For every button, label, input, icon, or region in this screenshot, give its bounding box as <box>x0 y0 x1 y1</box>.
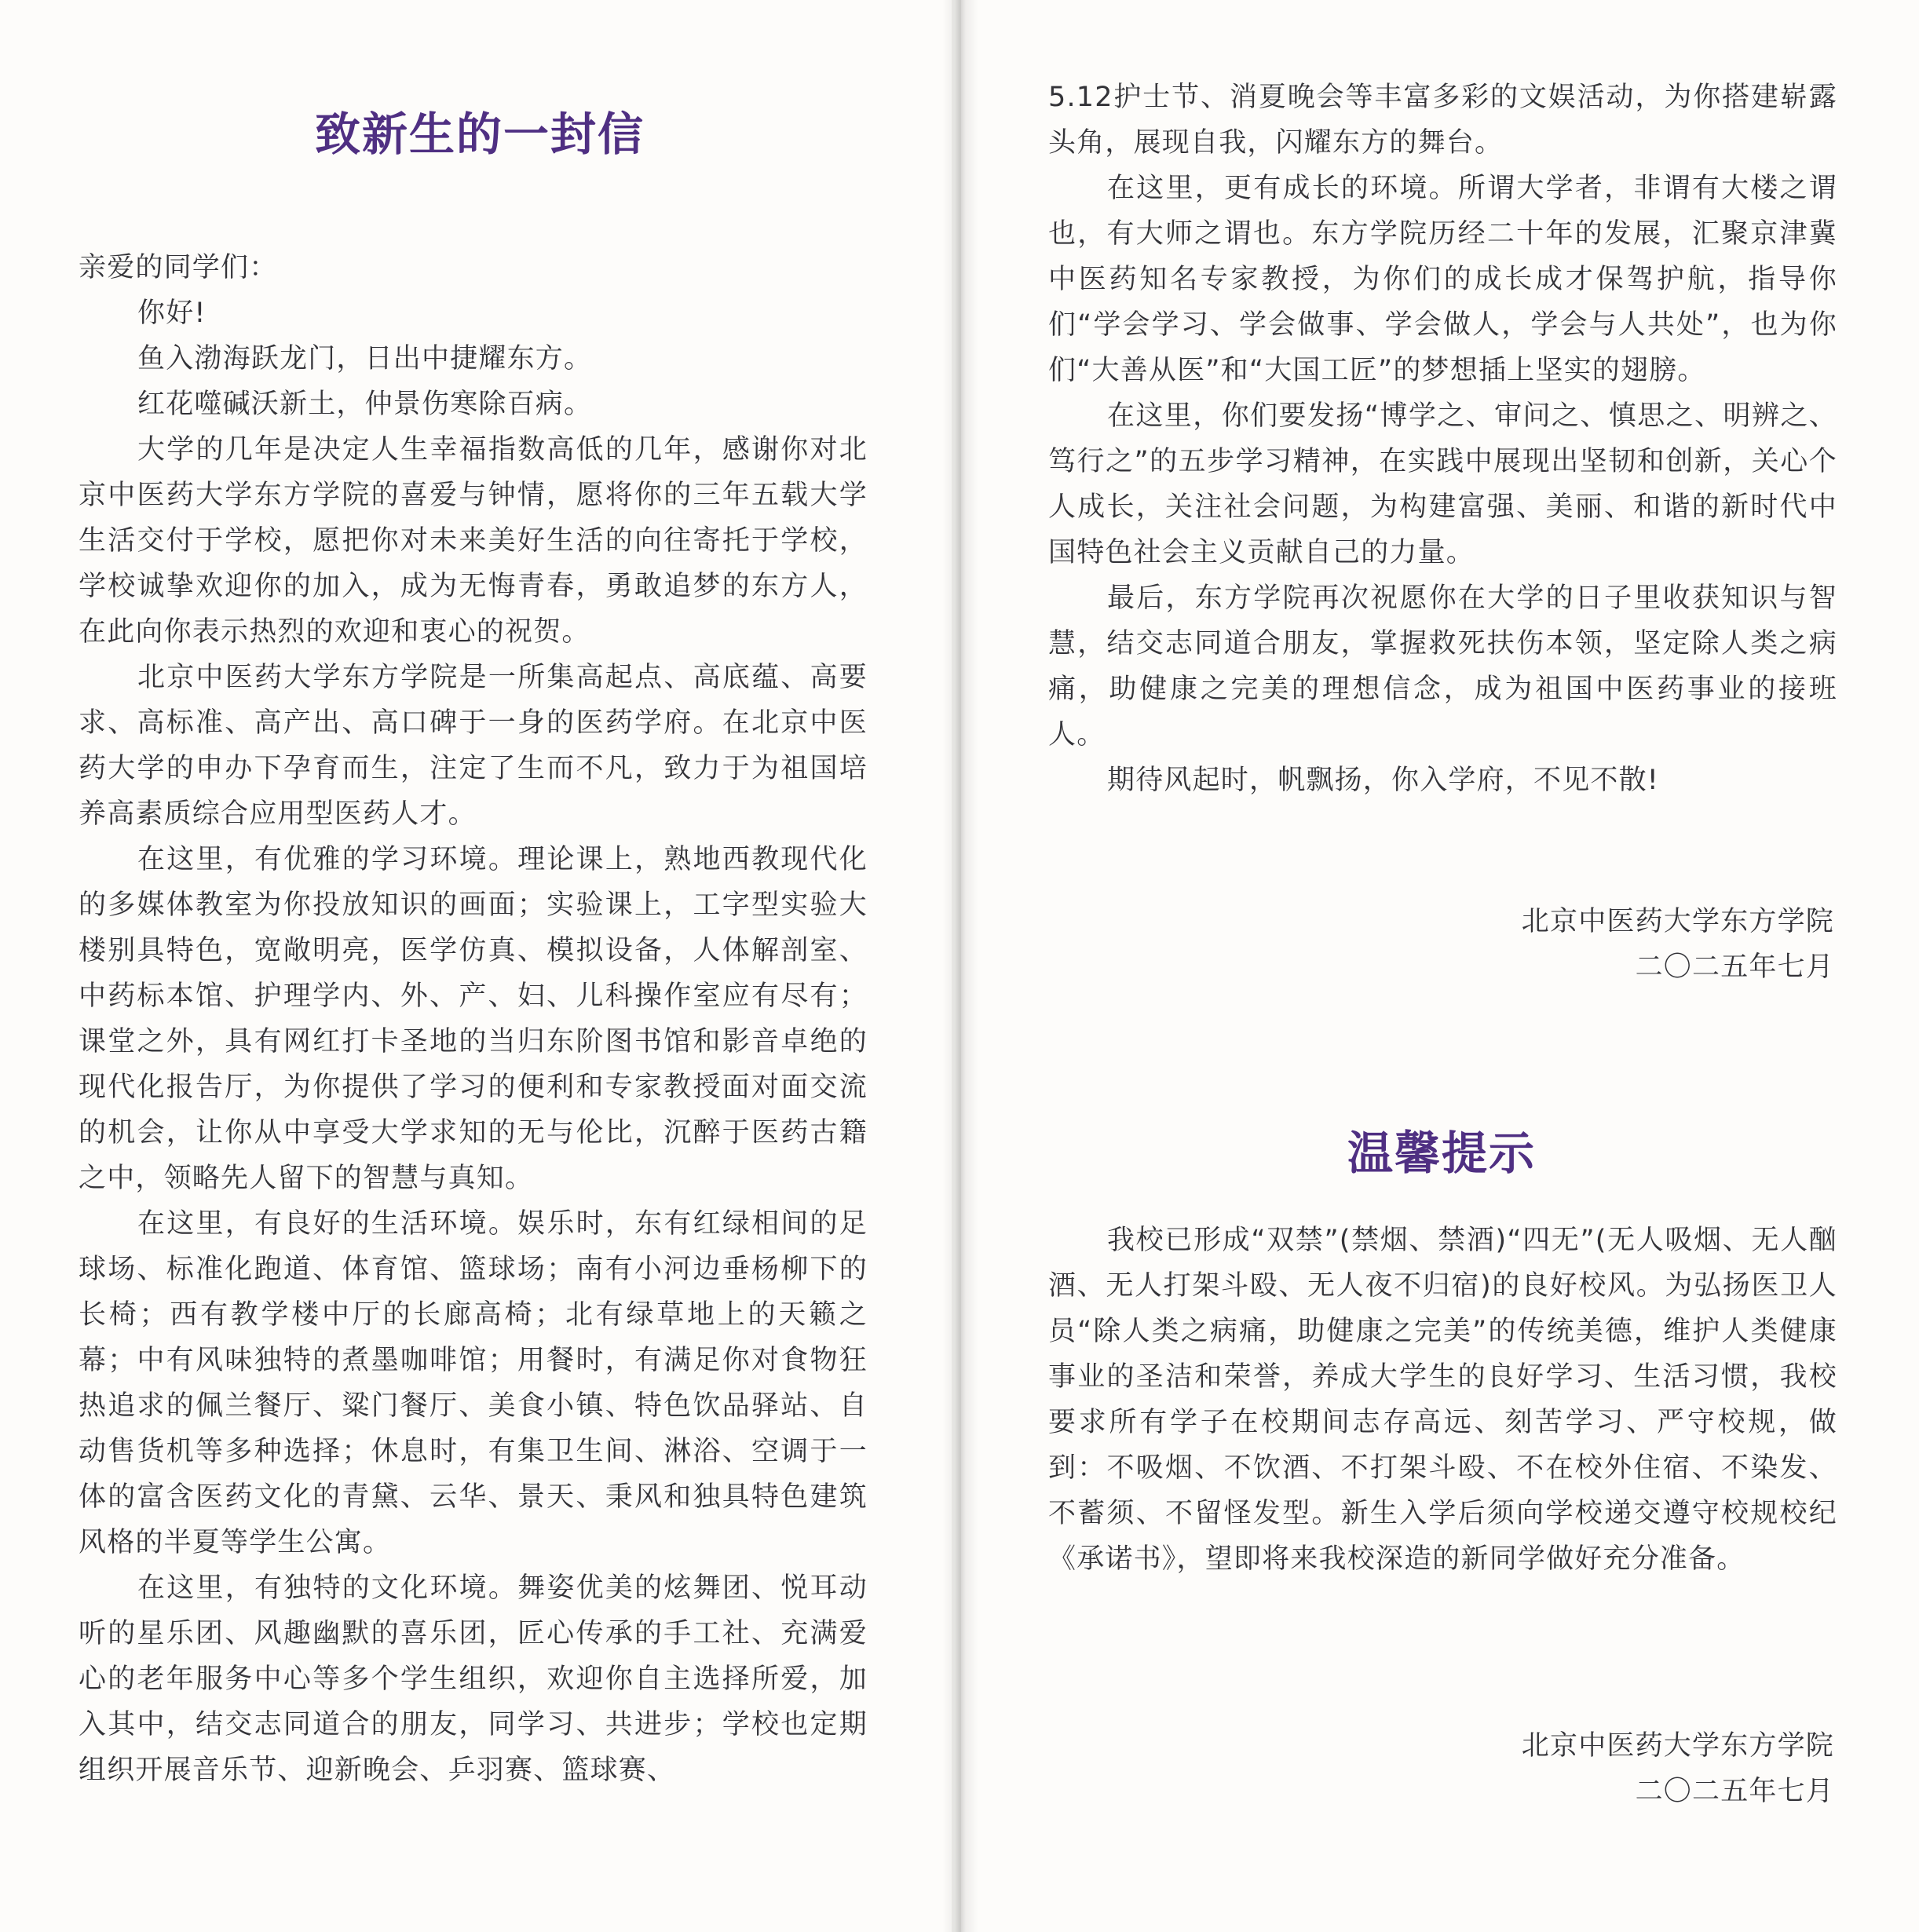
letter-paragraph: 你好! <box>137 298 207 329</box>
signature-date: 二〇二五年七月 <box>1635 951 1834 983</box>
letter-paragraph: 大学的几年是决定人生幸福指数高低的几年，感谢你对北京中医药大学东方学院的喜爱与钟情，愿将你的三年五载大学生活交付于学校，愿把你对未来美好生活的向往寄托于学校，学校诚挚欢迎你的加入，成为无悔青春，勇敢追梦的东方人，在此向你表示热烈的欢迎和衷心的祝贺。 <box>79 434 868 648</box>
letter-paragraph: 在这里，你们要发扬“博学之、审问之、慎思之、明辨之、笃行之”的五步学习精神，在实践中展现出坚韧和创新，关心个人成长，关注社会问题，为构建富强、美丽、和谐的新时代中国特色社会主义贡献自己的力量。 <box>1048 400 1837 568</box>
letter-paragraph: 在这里，有良好的生活环境。娱乐时，东有红绿相间的足球场、标准化跑道、体育馆、篮球场；南有小河边垂杨柳下的长椅；西有教学楼中厅的长廊高椅；北有绿草地上的天籁之幕；中有风味独特的煮墨咖啡馆；用餐时，有满足你对食物狂热追求的佩兰餐厅、粱门餐厅、美食小镇、特色饮品驿站、自动售货机等多种选择；休息时，有集卫生间、淋浴、空调于一体的富含医药文化的青黛、云华、景天、秉风和独具特色建筑风格的半夏等学生公寓。 <box>79 1208 868 1558</box>
signature-org: 北京中医药大学东方学院 <box>1521 906 1834 937</box>
notice-signature <box>1522 1723 1834 1814</box>
letter-continuation <box>1048 75 1837 803</box>
salutation: 亲爱的同学们： <box>79 252 278 283</box>
notice-signature-date: 二〇二五年七月 <box>1635 1776 1834 1807</box>
letter-paragraph: 鱼入渤海跃龙门，日出中捷耀东方。 <box>137 343 593 374</box>
notice-body <box>1048 1218 1837 1582</box>
booklet-spine <box>942 0 978 1932</box>
letter-title: 致新生的一封信 <box>315 108 645 161</box>
notice-paragraph: 我校已形成“双禁”(禁烟、禁酒)“四无”(无人吸烟、无人酗酒、无人打架斗殴、无人夜不归宿)的良好校风。为弘扬医卫人员“除人类之病痛，助健康之完美”的传统美德，维护人类健康事业的圣洁和荣誉，养成大学生的良好学习、生活习惯，我校要求所有学子在校期间志存高远、刻苦学习、严守校规，做到：不吸烟、不饮酒、不打架斗殴、不在校外住宿、不染发、不蓄须、不留怪发型。新生入学后须向学校递交遵守校规校纪《承诺书》，望即将来我校深造的新同学做好充分准备。 <box>1048 1225 1837 1575</box>
letter-paragraph: 红花噬碱沃新土，仲景伤寒除百病。 <box>137 389 593 420</box>
letter-paragraph: 北京中医药大学东方学院是一所集高起点、高底蕴、高要求、高标准、高产出、高口碑于一身的医药学府。在北京中医药大学的申办下孕育而生，注定了生而不凡，致力于为祖国培养高素质综合应用型医药人才。 <box>79 662 868 830</box>
letter-paragraph: 在这里，有优雅的学习环境。理论课上，熟地西教现代化的多媒体教室为你投放知识的画面；实验课上，工字型实验大楼别具特色，宽敞明亮，医学仿真、模拟设备，人体解剖室、中药标本馆、护理学内、外、产、妇、儿科操作室应有尽有；课堂之外，具有网红打卡圣地的当归东阶图书馆和影音卓绝的现代化报告厅，为你提供了学习的便利和专家教授面对面交流的机会，让你从中享受大学求知的无与伦比，沉醉于医药古籍之中，领略先人留下的智慧与真知。 <box>79 844 868 1194</box>
letter-body <box>79 245 868 1793</box>
letter-signature <box>1522 899 1834 990</box>
letter-paragraph: 在这里，更有成长的环境。所谓大学者，非谓有大楼之谓也，有大师之谓也。东方学院历经二十年的发展，汇聚京津冀中医药知名专家教授，为你们的成长成才保驾护航，指导你们“学会学习、学会做事、学会做人，学会与人共处”，也为你们“大善从医”和“大国工匠”的梦想插上坚实的翅膀。 <box>1048 173 1837 386</box>
notice-title: 温馨提示 <box>1347 1127 1537 1180</box>
letter-paragraph: 最后，东方学院再次祝愿你在大学的日子里收获知识与智慧，结交志同道合朋友，掌握救死扶伤本领，坚定除人类之病痛，助健康之完美的理想信念，成为祖国中医药事业的接班人。 <box>1048 583 1837 751</box>
notice-signature-org: 北京中医药大学东方学院 <box>1521 1730 1834 1762</box>
letter-paragraph: 在这里，有独特的文化环境。舞姿优美的炫舞团、悦耳动听的星乐团、风趣幽默的喜乐团，匠心传承的手工社、充满爱心的老年服务中心等多个学生组织，欢迎你自主选择所爱，加入其中，结交志同道合的朋友，同学习、共进步；学校也定期组织开展音乐节、迎新晚会、乒羽赛、篮球赛、 <box>79 1572 868 1786</box>
continuation-paragraph: 5.12护士节、消夏晚会等丰富多彩的文娱活动，为你搭建崭露头角，展现自我，闪耀东方的舞台。 <box>1048 82 1837 159</box>
letter-paragraph: 期待风起时，帆飘扬，你入学府，不见不散! <box>1107 765 1660 796</box>
